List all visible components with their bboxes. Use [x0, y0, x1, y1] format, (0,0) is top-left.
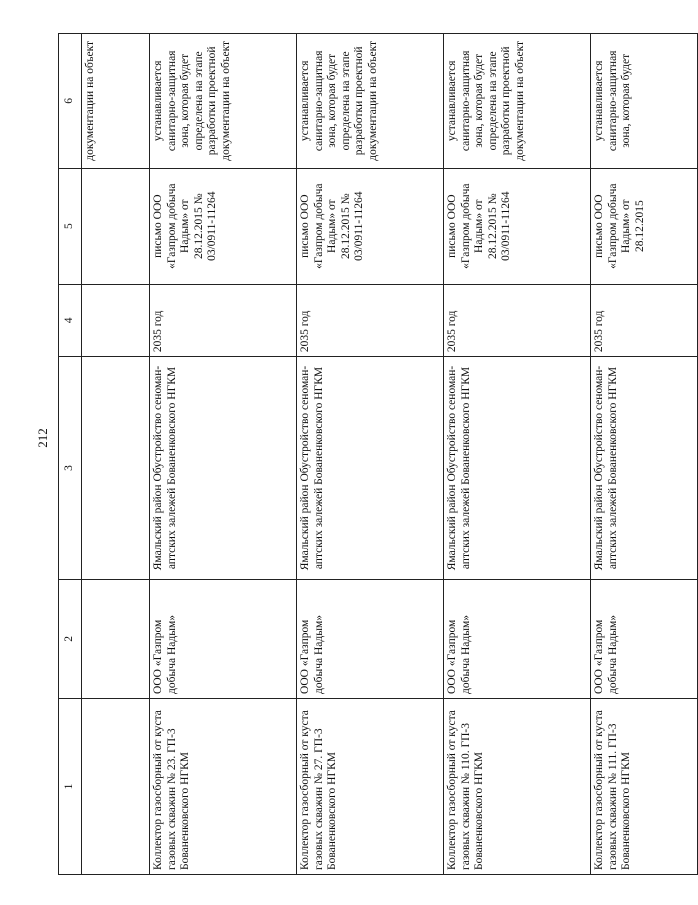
- year-cell: 2035 год: [150, 284, 297, 357]
- zone-cell: устанавливается санитарно-защитная зона, которая будет определена на этапе разработки проектной документации на объект: [297, 34, 444, 169]
- year-cell: 2035 год: [591, 284, 698, 357]
- basis-cell: письмо ООО «Газпром добыча Надым» от 28.12.2015 № 03/0911-11264: [150, 168, 297, 284]
- table-row: [297, 34, 444, 875]
- column-header: 1: [59, 698, 82, 874]
- location-cell: Ямальский район Обустройство сеноман-аптских залежей Бованенковского НГКМ: [591, 357, 698, 580]
- owner-cell: ООО «Газпром добыча Надым»: [297, 579, 444, 698]
- table-row: [444, 34, 591, 875]
- location-cell: Ямальский район Обустройство сеноман-аптских залежей Бованенковского НГКМ: [150, 357, 297, 580]
- year-cell: 2035 год: [444, 284, 591, 357]
- table-header-row: [59, 34, 82, 875]
- owner-cell: ООО «Газпром добыча Надым»: [150, 579, 297, 698]
- basis-cell: письмо ООО «Газпром добыча Надым» от 28.12.2015 № 03/0911-11264: [297, 168, 444, 284]
- basis-cell: письмо ООО «Газпром добыча Надым» от 28.12.2015: [591, 168, 698, 284]
- location-cell: Ямальский район Обустройство сеноман-аптских залежей Бованенковского НГКМ: [297, 357, 444, 580]
- object-cell: Коллектор газосборный от куста газовых скважин № 27. ГП-3 Бованенковского НГКМ: [297, 698, 444, 874]
- object-cell: Коллектор газосборный от куста газовых скважин № 110. ГП-3 Бованенковского НГКМ: [444, 698, 591, 874]
- column-header: 6: [59, 34, 82, 169]
- objects-table: [58, 33, 698, 875]
- object-cell: Коллектор газосборный от куста газовых скважин № 111. ГП-3 Бованенковского НГКМ: [591, 698, 698, 874]
- owner-cell: ООО «Газпром добыча Надым»: [444, 579, 591, 698]
- zone-cell: устанавливается санитарно-защитная зона, которая будет определена на этапе разработки проектной документации на объект: [444, 34, 591, 169]
- continued-row: [82, 34, 150, 875]
- column-header: 3: [59, 357, 82, 580]
- owner-cell: ООО «Газпром добыча Надым»: [591, 579, 698, 698]
- year-cell: 2035 год: [297, 284, 444, 357]
- zone-cell: устанавливается санитарно-защитная зона, которая будет: [591, 34, 698, 169]
- column-header: 4: [59, 284, 82, 357]
- table-row: [150, 34, 297, 875]
- object-cell: Коллектор газосборный от куста газовых скважин № 23. ГП-3 Бованенковского НГКМ: [150, 698, 297, 874]
- basis-cell: письмо ООО «Газпром добыча Надым» от 28.12.2015 № 03/0911-11264: [444, 168, 591, 284]
- column-header: 5: [59, 168, 82, 284]
- table-frame: [58, 33, 646, 875]
- page-number: 212: [35, 428, 50, 448]
- zone-cell: устанавливается санитарно-защитная зона, которая будет определена на этапе разработки проектной документации на объект: [150, 34, 297, 169]
- location-cell: Ямальский район Обустройство сеноман-аптских залежей Бованенковского НГКМ: [444, 357, 591, 580]
- table-row: [591, 34, 698, 875]
- continued-text: документации на объект: [82, 34, 150, 169]
- column-header: 2: [59, 579, 82, 698]
